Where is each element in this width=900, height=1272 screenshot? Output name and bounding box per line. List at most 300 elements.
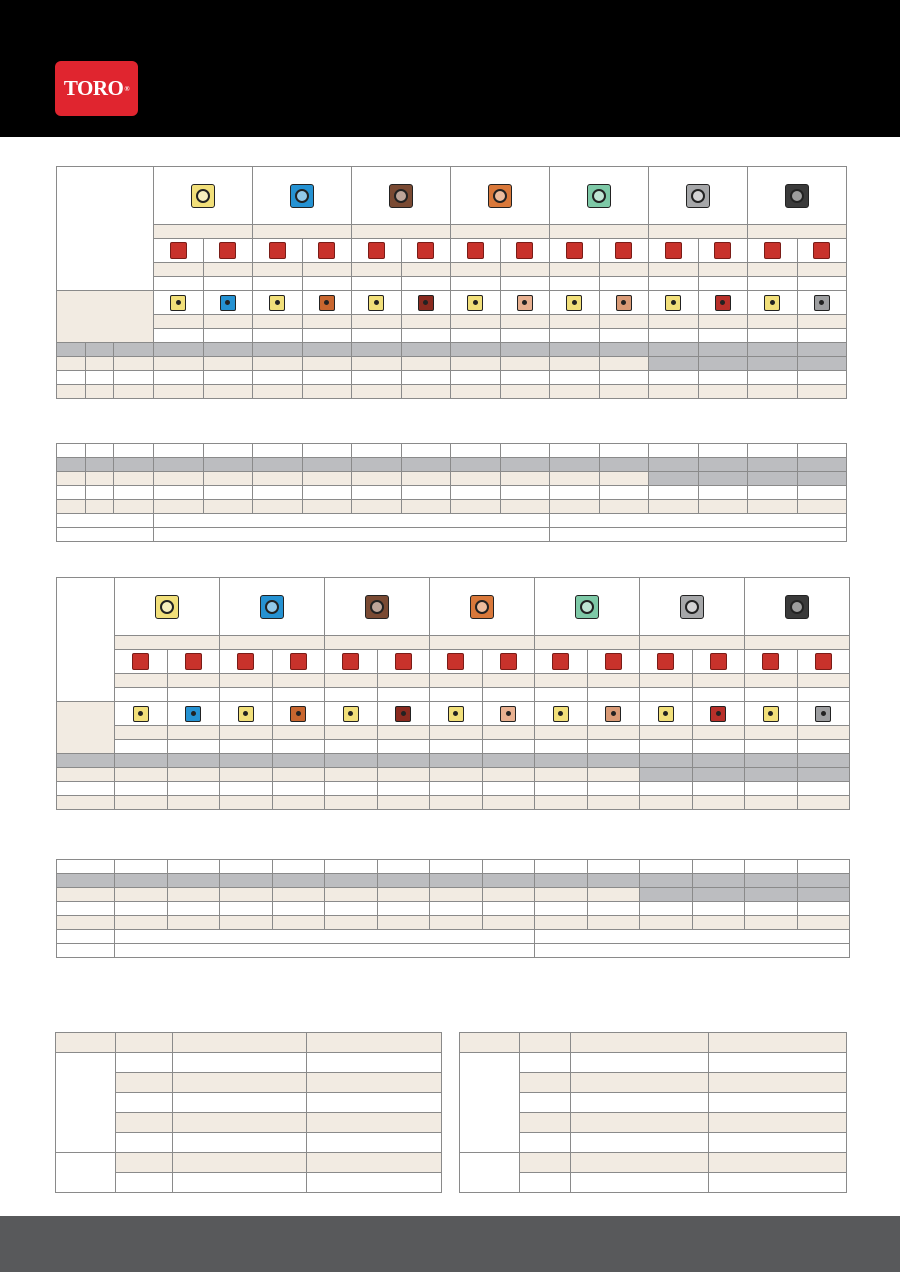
table-cell [640, 726, 693, 740]
table-cell [698, 371, 748, 385]
table-cell [649, 225, 748, 239]
table-cell [352, 277, 402, 291]
table-cell [482, 740, 535, 754]
table-cell [114, 385, 154, 399]
blank-header-cell [57, 167, 154, 291]
table-cell [748, 385, 798, 399]
table-cell [173, 1153, 307, 1173]
table-cell [482, 688, 535, 702]
table-cell [797, 726, 850, 740]
table-cell [797, 444, 847, 458]
small-nozzle-icon [170, 295, 186, 311]
table-cell [599, 357, 649, 371]
table-cell [203, 329, 253, 343]
table-cell [709, 1053, 847, 1073]
table-cell [401, 486, 451, 500]
table-cell [640, 768, 693, 782]
table-cell [745, 796, 798, 810]
table-cell [640, 740, 693, 754]
table-cell [154, 167, 253, 225]
table-cell [550, 329, 600, 343]
table-cell [520, 1073, 571, 1093]
table-cell [115, 888, 168, 902]
table-cell [115, 796, 168, 810]
small-nozzle-icon [467, 295, 483, 311]
table-cell [114, 486, 154, 500]
table-cell [599, 486, 649, 500]
table-cell [220, 726, 273, 740]
red-nozzle-icon [417, 242, 434, 259]
table-cell [57, 528, 154, 542]
group-cell [56, 1153, 116, 1193]
table-cell [748, 371, 798, 385]
table-row [57, 514, 847, 528]
table-cell [550, 263, 600, 277]
table-cell [307, 1113, 442, 1133]
table-cell [640, 796, 693, 810]
table-cell [535, 650, 588, 674]
table-cell [599, 385, 649, 399]
red-nozzle-icon [170, 242, 187, 259]
nozzle-icon [785, 595, 809, 619]
table-cell [797, 916, 850, 930]
table-cell [745, 768, 798, 782]
table-row [57, 768, 850, 782]
table-cell [253, 486, 303, 500]
table-cell [352, 315, 402, 329]
table-cell [430, 702, 483, 726]
table-cell [57, 472, 86, 486]
nozzle-icon [680, 595, 704, 619]
table-cell [692, 740, 745, 754]
table-cell [220, 796, 273, 810]
table-cell [116, 1133, 173, 1153]
small-nozzle-icon [764, 295, 780, 311]
table-cell [167, 902, 220, 916]
table-cell [167, 740, 220, 754]
table-cell [550, 225, 649, 239]
table-cell [797, 291, 847, 315]
table-cell [352, 329, 402, 343]
table-row [57, 674, 850, 688]
table-cell [325, 650, 378, 674]
table-row [57, 371, 847, 385]
table-cell [430, 782, 483, 796]
table-cell [56, 1033, 116, 1053]
table-cell [302, 315, 352, 329]
table-row [57, 860, 850, 874]
table-cell [599, 500, 649, 514]
small-nozzle-icon [269, 295, 285, 311]
table-cell [401, 277, 451, 291]
table-cell [709, 1033, 847, 1053]
table-cell [797, 329, 847, 343]
table-cell [57, 754, 115, 768]
red-nozzle-icon [500, 653, 517, 670]
table-cell [745, 636, 850, 650]
table-cell [430, 636, 535, 650]
table-cell [649, 343, 699, 357]
table-cell [203, 263, 253, 277]
table-cell [173, 1033, 307, 1053]
table-cell [745, 782, 798, 796]
red-nozzle-icon [665, 242, 682, 259]
table-cell [57, 514, 154, 528]
table-cell [587, 768, 640, 782]
table-cell [451, 385, 501, 399]
table-cell [599, 458, 649, 472]
table-row [57, 916, 850, 930]
table-cell [272, 874, 325, 888]
table-cell [114, 444, 154, 458]
table-cell [86, 444, 114, 458]
table-cell [203, 500, 253, 514]
table-row [57, 167, 847, 225]
table-row [57, 500, 847, 514]
table-cell [325, 782, 378, 796]
table-cell [520, 1153, 571, 1173]
table-cell [167, 754, 220, 768]
table-cell [649, 315, 699, 329]
table-cell [401, 291, 451, 315]
lower-flow-table [56, 859, 850, 958]
table-cell [640, 578, 745, 636]
table-cell [587, 902, 640, 916]
table-cell [272, 726, 325, 740]
table-cell [535, 796, 588, 810]
table-cell [352, 343, 402, 357]
table-cell [748, 486, 798, 500]
table-cell [86, 371, 114, 385]
table-cell [451, 329, 501, 343]
table-cell [307, 1133, 442, 1153]
table-cell [154, 385, 204, 399]
table-cell [57, 860, 115, 874]
table-cell [154, 444, 204, 458]
table-cell [401, 263, 451, 277]
table-cell [115, 636, 220, 650]
red-nozzle-icon [219, 242, 236, 259]
table-cell [352, 291, 402, 315]
table-cell [325, 874, 378, 888]
table-cell [797, 500, 847, 514]
table-cell [167, 782, 220, 796]
table-row [57, 472, 847, 486]
table-cell [154, 486, 204, 500]
table-cell [430, 860, 483, 874]
table-cell [587, 796, 640, 810]
table-cell [325, 796, 378, 810]
table-cell [302, 385, 352, 399]
table-cell [302, 486, 352, 500]
table-cell [692, 874, 745, 888]
table-cell [451, 444, 501, 458]
table-cell [698, 277, 748, 291]
table-cell [401, 329, 451, 343]
red-nozzle-icon [605, 653, 622, 670]
table-cell [272, 916, 325, 930]
table-cell [482, 916, 535, 930]
table-cell [307, 1033, 442, 1053]
table-cell [692, 768, 745, 782]
table-row [57, 458, 847, 472]
table-cell [115, 578, 220, 636]
table-cell [430, 688, 483, 702]
table-cell [649, 385, 699, 399]
table-cell [203, 458, 253, 472]
table-cell [401, 239, 451, 263]
table-cell [745, 650, 798, 674]
table-cell [203, 371, 253, 385]
table-cell [325, 902, 378, 916]
table-cell [115, 702, 168, 726]
table-cell [797, 472, 847, 486]
table-cell [599, 277, 649, 291]
table-cell [745, 916, 798, 930]
table-cell [698, 357, 748, 371]
table-cell [640, 874, 693, 888]
toro-logo: TORO ® [55, 61, 138, 116]
table-cell [692, 688, 745, 702]
table-cell [272, 860, 325, 874]
table-row [57, 726, 850, 740]
table-cell [114, 500, 154, 514]
table-cell [640, 688, 693, 702]
table-cell [797, 239, 847, 263]
table-cell [640, 888, 693, 902]
table-cell [587, 726, 640, 740]
table-cell [550, 472, 600, 486]
table-cell [640, 674, 693, 688]
table-cell [649, 444, 699, 458]
table-cell [797, 740, 850, 754]
table-row [460, 1053, 847, 1073]
table-cell [587, 860, 640, 874]
table-cell [325, 702, 378, 726]
table-cell [520, 1173, 571, 1193]
table-cell [86, 486, 114, 500]
table-cell [307, 1153, 442, 1173]
table-cell [116, 1053, 173, 1073]
table-cell [709, 1153, 847, 1173]
table-cell [520, 1113, 571, 1133]
table-row [57, 343, 847, 357]
table-cell [692, 902, 745, 916]
table-cell [302, 329, 352, 343]
table-cell [352, 263, 402, 277]
table-cell [520, 1033, 571, 1053]
table-cell [272, 740, 325, 754]
table-row [57, 315, 847, 329]
table-cell [460, 1033, 520, 1053]
red-nozzle-icon [132, 653, 149, 670]
table-cell [709, 1133, 847, 1153]
table-cell [797, 277, 847, 291]
red-nozzle-icon [447, 653, 464, 670]
nozzle-icon [290, 184, 314, 208]
table-cell [482, 860, 535, 874]
nozzle-icon [191, 184, 215, 208]
table-cell [167, 688, 220, 702]
table-cell [173, 1053, 307, 1073]
table-cell [451, 343, 501, 357]
table-cell [154, 225, 253, 239]
small-nozzle-icon [185, 706, 201, 722]
small-nozzle-icon [815, 706, 831, 722]
table-cell [649, 357, 699, 371]
table-cell [692, 860, 745, 874]
table-cell [302, 371, 352, 385]
table-cell [377, 916, 430, 930]
table-cell [451, 225, 550, 239]
table-cell [535, 726, 588, 740]
table-cell [649, 239, 699, 263]
table-cell [167, 860, 220, 874]
table-cell [550, 239, 600, 263]
table-cell [167, 650, 220, 674]
table-cell [352, 239, 402, 263]
table-cell [352, 458, 402, 472]
table-cell [401, 371, 451, 385]
table-row [57, 796, 850, 810]
table-cell [220, 874, 273, 888]
table-cell [451, 486, 501, 500]
table-cell [500, 458, 550, 472]
table-cell [325, 754, 378, 768]
table-cell [520, 1053, 571, 1073]
table-cell [115, 674, 168, 688]
table-cell [272, 702, 325, 726]
table-cell [325, 636, 430, 650]
table-cell [272, 688, 325, 702]
nozzle-icon [488, 184, 512, 208]
table-cell [377, 754, 430, 768]
table-cell [550, 291, 600, 315]
table-cell [154, 357, 204, 371]
table-cell [797, 674, 850, 688]
table-cell [482, 650, 535, 674]
table-cell [220, 860, 273, 874]
table-cell [352, 444, 402, 458]
header-bar [0, 0, 900, 137]
red-nozzle-icon [290, 653, 307, 670]
table-cell [154, 329, 204, 343]
footer-bar [0, 1216, 900, 1272]
table-cell [797, 782, 850, 796]
table-cell [535, 754, 588, 768]
table-cell [154, 291, 204, 315]
table-cell [550, 514, 847, 528]
table-cell [748, 225, 847, 239]
table-row [57, 385, 847, 399]
table-cell [692, 796, 745, 810]
table-cell [253, 371, 303, 385]
table-cell [272, 902, 325, 916]
table-cell [115, 782, 168, 796]
table-cell [599, 291, 649, 315]
table-cell [550, 371, 600, 385]
table-cell [500, 357, 550, 371]
table-cell [253, 263, 303, 277]
table-cell [307, 1173, 442, 1193]
table-cell [649, 500, 699, 514]
table-cell [203, 486, 253, 500]
table-cell [482, 674, 535, 688]
table-cell [57, 343, 86, 357]
table-cell [587, 702, 640, 726]
table-cell [640, 782, 693, 796]
table-cell [500, 444, 550, 458]
table-cell [352, 357, 402, 371]
table-cell [57, 444, 86, 458]
small-nozzle-icon [290, 706, 306, 722]
table-cell [550, 385, 600, 399]
table-cell [430, 740, 483, 754]
table-cell [698, 486, 748, 500]
table-cell [797, 860, 850, 874]
table-row [57, 357, 847, 371]
table-cell [203, 277, 253, 291]
table-cell [748, 357, 798, 371]
small-nozzle-icon [319, 295, 335, 311]
table-row [57, 277, 847, 291]
table-cell [430, 916, 483, 930]
table-row [57, 740, 850, 754]
table-cell [797, 768, 850, 782]
table-cell [587, 782, 640, 796]
group-cell [460, 1153, 520, 1193]
table-cell [748, 239, 798, 263]
table-cell [173, 1093, 307, 1113]
table-cell [167, 888, 220, 902]
table-cell [430, 726, 483, 740]
table-cell [401, 458, 451, 472]
table-cell [571, 1173, 709, 1193]
table-row [57, 754, 850, 768]
table-cell [377, 768, 430, 782]
table-cell [220, 578, 325, 636]
table-cell [57, 500, 86, 514]
red-nozzle-icon [815, 653, 832, 670]
table-cell [745, 674, 798, 688]
table-cell [535, 636, 640, 650]
small-nozzle-icon [395, 706, 411, 722]
table-cell [571, 1073, 709, 1093]
table-cell [154, 528, 550, 542]
table-cell [698, 500, 748, 514]
table-cell [167, 726, 220, 740]
table-cell [352, 385, 402, 399]
table-row [57, 902, 850, 916]
red-nozzle-icon [762, 653, 779, 670]
table-cell [302, 239, 352, 263]
group-cell [56, 1053, 116, 1153]
table-cell [220, 916, 273, 930]
table-cell [649, 486, 699, 500]
table-cell [430, 796, 483, 810]
table-cell [253, 225, 352, 239]
table-cell [748, 472, 798, 486]
table-row [57, 578, 850, 636]
table-cell [57, 874, 115, 888]
small-nozzle-icon [448, 706, 464, 722]
table-cell [571, 1033, 709, 1053]
table-cell [401, 343, 451, 357]
nozzle-icon [389, 184, 413, 208]
table-cell [587, 740, 640, 754]
table-cell [550, 315, 600, 329]
table-cell [500, 385, 550, 399]
